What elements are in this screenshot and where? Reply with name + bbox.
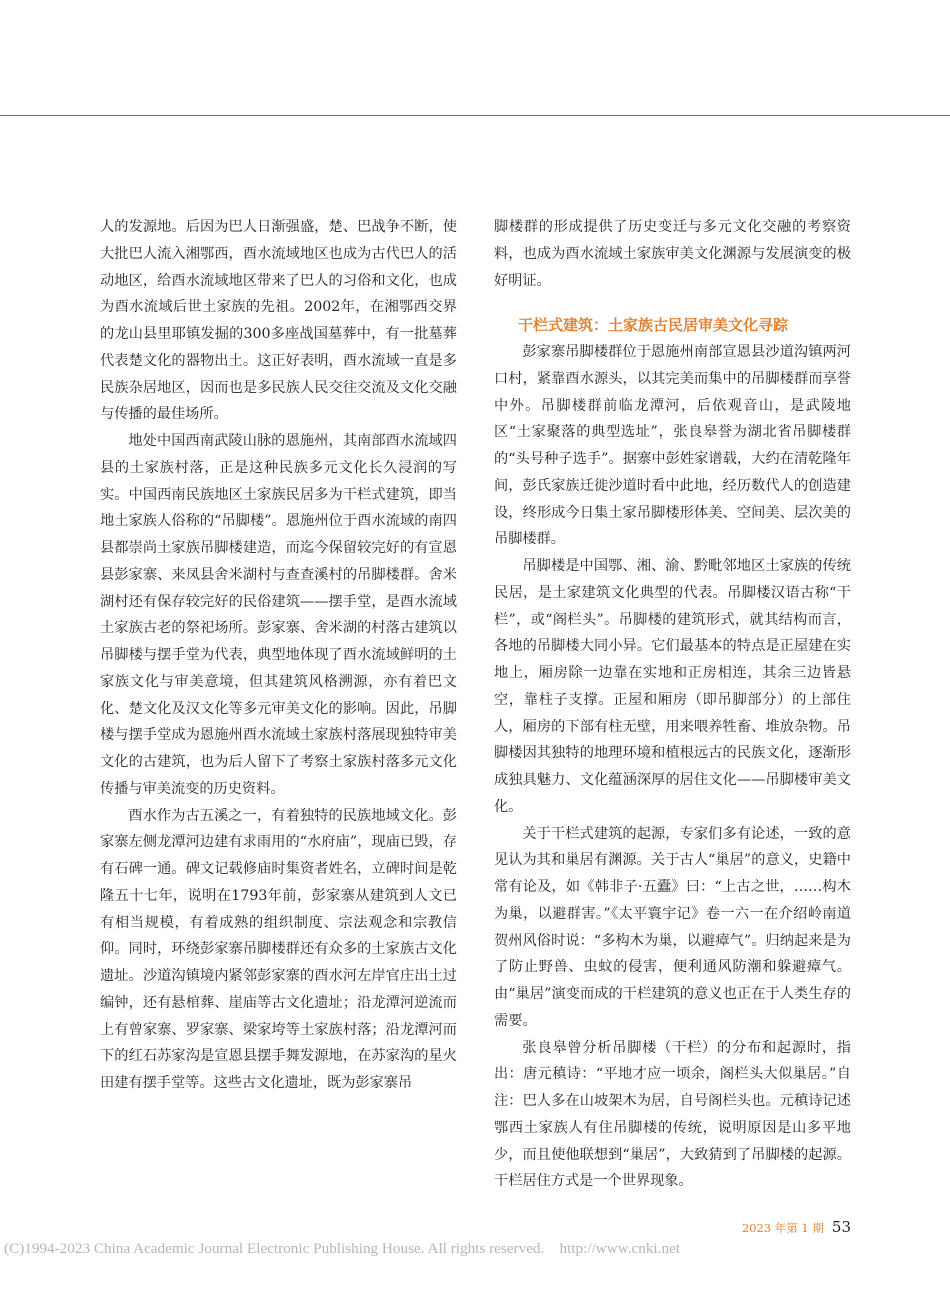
right-column	[494, 214, 851, 1195]
page-footer	[742, 1218, 851, 1236]
section-heading: 干栏式建筑：土家族古民居审美文化寻踪	[518, 316, 789, 335]
paragraph: 关于干栏式建筑的起源，专家们多有论述，一致的意见认为其和巢居有渊源。关于古人“巢居”的意义，史籍中常有论及，如《韩非子·五蠹》曰：“上古之世，……构木为巢，以避群害。”《太平寰宇记》卷一六一在介绍岭南道贺州风俗时说：“多构木为巢，以避瘴气”。归纳起来是为了防止野兽、虫蚊的侵害，便利通风防潮和躲避瘴气。由“巢居”演变而成的干栏建筑的意义也正在于人类生存的需要。	[494, 825, 851, 1029]
copyright-notice: (C)1994-2023 China Academic Journal Electronic Publishing House. All rights reserved. http://www.cnki.net	[4, 1240, 681, 1257]
header-rule	[0, 115, 950, 116]
left-column	[100, 214, 457, 1097]
paragraph: 吊脚楼是中国鄂、湘、渝、黔毗邻地区土家族的传统民居，是土家建筑文化典型的代表。吊脚楼汉语古称“干栏”，或“阁栏头”。吊脚楼的建筑形式，就其结构而言，各地的吊脚楼大同小异。它们最基本的特点是正屋建在实地上，厢房除一边靠在实地和正房相连，其余三边皆悬空，靠柱子支撑。正屋和厢房（即吊脚部分）的上部住人，厢房的下部有柱无壁，用来喂养牲畜、堆放杂物。吊脚楼因其独特的地理环境和植根远古的民族文化，逐渐形成独具魅力、文化蕴涵深厚的居住文化——吊脚楼审美文化。	[494, 558, 851, 815]
paragraph: 彭家寨吊脚楼群位于恩施州南部宣恩县沙道沟镇两河口村，紧靠酉水源头，以其完美而集中的吊脚楼群而享誉中外。吊脚楼群前临龙潭河，后依观音山，是武陵地区“土家聚落的典型选址”，张良皋誉为湖北省吊脚楼群的“头号种子选手”。据寨中彭姓家谱载，大约在清乾隆年间，彭氏家族迁徙沙道时看中此地，经历数代人的创造建设，终形成今日集土家吊脚楼形体美、空间美、层次美的吊脚楼群。	[494, 344, 851, 548]
paragraph: 人的发源地。后因为巴人日渐强盛，楚、巴战争不断，使大批巴人流入湘鄂西，酉水流域地区也成为古代巴人的活动地区，给酉水流域地区带来了巴人的习俗和文化，也成为酉水流域后世土家族的先祖。2002年，在湘鄂西交界的龙山县里耶镇发掘的300多座战国墓葬中，有一批墓葬代表楚文化的器物出土。这正好表明，酉水流域一直是多民族杂居地区，因而也是多民族人民交往交流及文化交融与传播的最佳场所。	[100, 219, 457, 423]
paragraph: 张良皋曾分析吊脚楼（干栏）的分布和起源时，指出：唐元稹诗：“平地才应一顷余，阁栏头大似巢居。”自注：巴人多在山坡架木为居，自号阁栏头也。元稹诗记述鄂西土家族人有住吊脚楼的传统，说明原因是山多平地少，而且使他联想到“巢居”，大致猜到了吊脚楼的起源。干栏居住方式是一个世界现象。	[494, 1039, 851, 1190]
page-number: 53	[831, 1218, 851, 1236]
issue-label: 2023 年第 1 期	[741, 1221, 824, 1235]
paragraph: 脚楼群的形成提供了历史变迁与多元文化交融的考察资料，也成为酉水流域土家族审美文化渊源与发展演变的极好明证。	[494, 219, 851, 289]
paragraph: 地处中国西南武陵山脉的恩施州，其南部酉水流域四县的土家族村落，正是这种民族多元文化长久浸润的写实。中国西南民族地区土家族民居多为干栏式建筑，即当地土家族人俗称的“吊脚楼”。恩施州位于酉水流域的南四县都崇尚土家族吊脚楼建造，而迄今保留较完好的有宣恩县彭家寨、来凤县舍米湖村与查查溪村的吊脚楼群。舍米湖村还有保存较完好的民俗建筑——摆手堂，是酉水流域土家族古老的祭祀场所。彭家寨、舍米湖的村落古建筑以吊脚楼与摆手堂为代表，典型地体现了酉水流域鲜明的土家族文化与审美意境，但其建筑风格溯源，亦有着巴文化、楚文化及汉文化等多元审美文化的影响。因此，吊脚楼与摆手堂成为恩施州酉水流域土家族村落展现独特审美文化的古建筑，也为后人留下了考察土家族村落多元文化传播与审美流变的历史资料。	[100, 433, 457, 797]
paragraph: 酉水作为古五溪之一，有着独特的民族地域文化。彭家寨左侧龙潭河边建有求雨用的“水府庙”，现庙已毁，存有石碑一通。碑文记载修庙时集资者姓名，立碑时间是乾隆五十七年，说明在1793年前，彭家寨从建筑到人文已有相当规模，有着成熟的组织制度、宗法观念和宗教信仰。同时，环绕彭家寨吊脚楼群还有众多的土家族古文化遗址。沙道沟镇境内紧邻彭家寨的酉水河左岸官庄出土过编钟，还有悬棺葬、崖庙等古文化遗址；沿龙潭河逆流而上有曾家寨、罗家寨、梁家垮等土家族村落；沿龙潭河而下的红石苏家沟是宣恩县摆手舞发源地，在苏家沟的星火田建有摆手堂等。这些古文化遗址，既为彭家寨吊	[100, 807, 457, 1091]
